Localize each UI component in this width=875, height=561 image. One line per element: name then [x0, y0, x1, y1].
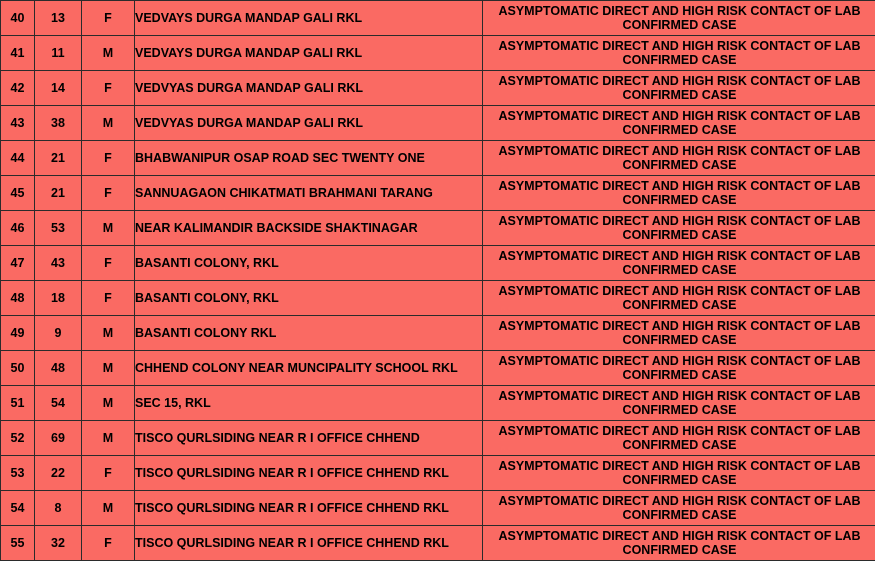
table-row — [1, 176, 875, 211]
cell-sex — [82, 1, 135, 36]
cell-serial-number — [1, 316, 35, 351]
cell-age-text: 38 — [51, 116, 65, 130]
cell-address — [135, 71, 483, 106]
cell-remarks-text: ASYMPTOMATIC DIRECT AND HIGH RISK CONTACT OF LAB CONFIRMED CASE — [498, 353, 861, 382]
cell-address — [135, 526, 483, 561]
cell-address-text: TISCO QURLSIDING NEAR R I OFFICE CHHEND RKL — [135, 501, 449, 515]
cell-address — [135, 106, 483, 141]
cell-sex-text: M — [102, 116, 114, 130]
cell-remarks — [483, 526, 875, 561]
cell-serial-number — [1, 1, 35, 36]
cell-address-text: TISCO QURLSIDING NEAR R I OFFICE CHHEND RKL — [135, 536, 449, 550]
cell-age-text: 14 — [51, 81, 65, 95]
cell-sex-text: F — [104, 11, 112, 25]
table-row — [1, 246, 875, 281]
cell-serial-number — [1, 71, 35, 106]
cell-remarks-text: ASYMPTOMATIC DIRECT AND HIGH RISK CONTACT OF LAB CONFIRMED CASE — [498, 318, 861, 347]
cell-address — [135, 386, 483, 421]
cell-sex — [82, 281, 135, 316]
cell-age — [35, 456, 82, 491]
cell-remarks-text: ASYMPTOMATIC DIRECT AND HIGH RISK CONTACT OF LAB CONFIRMED CASE — [498, 3, 861, 32]
cell-age — [35, 491, 82, 526]
cell-sex-text: M — [102, 361, 114, 375]
cell-serial-number-text: 53 — [10, 466, 25, 480]
cell-serial-number-text: 48 — [10, 291, 25, 305]
cell-remarks — [483, 141, 875, 176]
cell-serial-number-text: 51 — [10, 396, 25, 410]
cell-serial-number — [1, 386, 35, 421]
cell-sex — [82, 456, 135, 491]
cell-remarks-text: ASYMPTOMATIC DIRECT AND HIGH RISK CONTACT OF LAB CONFIRMED CASE — [498, 248, 861, 277]
cell-age-text: 11 — [51, 46, 65, 60]
table-row — [1, 526, 875, 561]
cell-age — [35, 316, 82, 351]
cell-remarks-text: ASYMPTOMATIC DIRECT AND HIGH RISK CONTACT OF LAB CONFIRMED CASE — [498, 283, 861, 312]
cell-sex-text: M — [102, 46, 114, 60]
cell-sex-text: F — [104, 256, 112, 270]
cell-remarks-text: ASYMPTOMATIC DIRECT AND HIGH RISK CONTACT OF LAB CONFIRMED CASE — [498, 458, 861, 487]
cell-serial-number-text: 40 — [10, 11, 25, 25]
cell-serial-number — [1, 281, 35, 316]
cell-address — [135, 246, 483, 281]
cell-address — [135, 456, 483, 491]
cell-remarks-text: ASYMPTOMATIC DIRECT AND HIGH RISK CONTACT OF LAB CONFIRMED CASE — [498, 108, 861, 137]
cell-sex — [82, 211, 135, 246]
cell-serial-number-text: 43 — [10, 116, 25, 130]
cell-serial-number — [1, 176, 35, 211]
cell-age — [35, 176, 82, 211]
cell-address — [135, 211, 483, 246]
cell-age-text: 43 — [51, 256, 65, 270]
table-row — [1, 281, 875, 316]
cell-remarks-text: ASYMPTOMATIC DIRECT AND HIGH RISK CONTACT OF LAB CONFIRMED CASE — [498, 143, 861, 172]
cell-age-text: 21 — [51, 151, 65, 165]
cell-address-text: VEDVAYS DURGA MANDAP GALI RKL — [135, 46, 363, 60]
cell-sex — [82, 106, 135, 141]
cell-remarks — [483, 386, 875, 421]
cell-serial-number-text: 52 — [10, 431, 25, 445]
cell-sex — [82, 526, 135, 561]
table-body — [1, 1, 875, 561]
table-row — [1, 421, 875, 456]
cell-address-text: VEDVYAS DURGA MANDAP GALI RKL — [135, 116, 364, 130]
cell-serial-number-text: 42 — [10, 81, 25, 95]
cell-remarks — [483, 351, 875, 386]
cell-address-text: BASANTI COLONY, RKL — [135, 256, 279, 270]
cell-serial-number — [1, 491, 35, 526]
cell-serial-number — [1, 246, 35, 281]
cell-remarks — [483, 456, 875, 491]
cell-address — [135, 316, 483, 351]
cell-serial-number — [1, 351, 35, 386]
cell-sex — [82, 246, 135, 281]
cell-serial-number — [1, 421, 35, 456]
cell-sex-text: M — [102, 396, 114, 410]
table-row — [1, 71, 875, 106]
cell-age-text: 8 — [54, 501, 62, 515]
cell-address-text: SEC 15, RKL — [135, 396, 211, 410]
cell-sex-text: M — [102, 326, 114, 340]
cell-address-text: NEAR KALIMANDIR BACKSIDE SHAKTINAGAR — [135, 221, 418, 235]
table-row — [1, 491, 875, 526]
cell-remarks-text: ASYMPTOMATIC DIRECT AND HIGH RISK CONTACT OF LAB CONFIRMED CASE — [498, 213, 861, 242]
cell-serial-number — [1, 141, 35, 176]
cell-sex — [82, 421, 135, 456]
cell-sex — [82, 36, 135, 71]
cell-address-text: VEDVAYS DURGA MANDAP GALI RKL — [135, 11, 363, 25]
cell-sex — [82, 316, 135, 351]
cell-serial-number — [1, 36, 35, 71]
cell-serial-number-text: 50 — [10, 361, 25, 375]
cell-serial-number — [1, 526, 35, 561]
cell-remarks — [483, 281, 875, 316]
cell-address-text: BHABWANIPUR OSAP ROAD SEC TWENTY ONE — [135, 151, 425, 165]
cell-sex — [82, 491, 135, 526]
cell-age — [35, 71, 82, 106]
cell-sex-text: F — [104, 81, 112, 95]
cell-age — [35, 211, 82, 246]
cell-remarks — [483, 36, 875, 71]
cell-sex — [82, 141, 135, 176]
cell-address-text: CHHEND COLONY NEAR MUNCIPALITY SCHOOL RKL — [135, 361, 458, 375]
cell-sex-text: F — [104, 536, 112, 550]
table-row — [1, 351, 875, 386]
cell-serial-number-text: 55 — [10, 536, 25, 550]
cell-age-text: 54 — [51, 396, 65, 410]
cell-remarks — [483, 421, 875, 456]
cell-address-text: TISCO QURLSIDING NEAR R I OFFICE CHHEND — [135, 431, 420, 445]
cell-remarks — [483, 211, 875, 246]
table-row — [1, 141, 875, 176]
cell-sex-text: M — [102, 221, 114, 235]
cell-serial-number-text: 44 — [10, 151, 25, 165]
cell-age-text: 18 — [51, 291, 65, 305]
cell-remarks — [483, 316, 875, 351]
cell-remarks-text: ASYMPTOMATIC DIRECT AND HIGH RISK CONTACT OF LAB CONFIRMED CASE — [498, 423, 861, 452]
cell-remarks — [483, 491, 875, 526]
cell-serial-number-text: 54 — [10, 501, 25, 515]
cell-remarks-text: ASYMPTOMATIC DIRECT AND HIGH RISK CONTACT OF LAB CONFIRMED CASE — [498, 528, 861, 557]
cell-sex-text: F — [104, 466, 112, 480]
cell-age-text: 69 — [51, 431, 65, 445]
cell-age-text: 9 — [54, 326, 62, 340]
cell-serial-number-text: 46 — [10, 221, 25, 235]
cell-remarks-text: ASYMPTOMATIC DIRECT AND HIGH RISK CONTACT OF LAB CONFIRMED CASE — [498, 73, 861, 102]
table-row — [1, 106, 875, 141]
table-row — [1, 1, 875, 36]
cell-address-text: SANNUAGAON CHIKATMATI BRAHMANI TARANG — [135, 186, 433, 200]
cell-sex-text: M — [102, 501, 114, 515]
cell-age-text: 53 — [51, 221, 65, 235]
cell-remarks — [483, 246, 875, 281]
cell-address — [135, 281, 483, 316]
cell-age-text: 48 — [51, 361, 65, 375]
cell-sex-text: F — [104, 186, 112, 200]
cell-address-text: BASANTI COLONY, RKL — [135, 291, 279, 305]
table-row — [1, 386, 875, 421]
cell-age — [35, 351, 82, 386]
cell-address-text: VEDVYAS DURGA MANDAP GALI RKL — [135, 81, 364, 95]
cell-age — [35, 281, 82, 316]
cell-serial-number — [1, 106, 35, 141]
cell-address — [135, 491, 483, 526]
table-row — [1, 316, 875, 351]
cell-remarks-text: ASYMPTOMATIC DIRECT AND HIGH RISK CONTACT OF LAB CONFIRMED CASE — [498, 388, 861, 417]
cell-serial-number — [1, 456, 35, 491]
cell-age — [35, 1, 82, 36]
cell-age — [35, 246, 82, 281]
cell-sex — [82, 386, 135, 421]
cell-age-text: 22 — [51, 466, 65, 480]
cell-sex — [82, 351, 135, 386]
cell-sex — [82, 71, 135, 106]
cell-serial-number — [1, 211, 35, 246]
cell-age — [35, 141, 82, 176]
cell-address — [135, 1, 483, 36]
cell-remarks — [483, 176, 875, 211]
cell-sex-text: F — [104, 151, 112, 165]
cell-sex-text: M — [102, 431, 114, 445]
cell-remarks — [483, 71, 875, 106]
cell-age — [35, 106, 82, 141]
cell-serial-number-text: 49 — [10, 326, 25, 340]
cell-age — [35, 386, 82, 421]
cell-remarks-text: ASYMPTOMATIC DIRECT AND HIGH RISK CONTACT OF LAB CONFIRMED CASE — [498, 493, 861, 522]
cell-address — [135, 351, 483, 386]
cell-remarks-text: ASYMPTOMATIC DIRECT AND HIGH RISK CONTACT OF LAB CONFIRMED CASE — [498, 38, 861, 67]
cell-address — [135, 421, 483, 456]
cell-age-text: 13 — [51, 11, 65, 25]
cell-address-text: TISCO QURLSIDING NEAR R I OFFICE CHHEND RKL — [135, 466, 449, 480]
table-row — [1, 36, 875, 71]
cell-age — [35, 36, 82, 71]
cell-age — [35, 526, 82, 561]
cell-serial-number-text: 41 — [10, 46, 25, 60]
cell-remarks — [483, 106, 875, 141]
cell-address-text: BASANTI COLONY RKL — [135, 326, 277, 340]
cell-sex — [82, 176, 135, 211]
cell-age — [35, 421, 82, 456]
cell-age-text: 32 — [51, 536, 65, 550]
table-row — [1, 211, 875, 246]
cell-serial-number-text: 45 — [10, 186, 25, 200]
cell-remarks — [483, 1, 875, 36]
cell-sex-text: F — [104, 291, 112, 305]
cell-address — [135, 36, 483, 71]
cell-address — [135, 141, 483, 176]
cell-age-text: 21 — [51, 186, 65, 200]
table-row — [1, 456, 875, 491]
cell-address — [135, 176, 483, 211]
cell-remarks-text: ASYMPTOMATIC DIRECT AND HIGH RISK CONTACT OF LAB CONFIRMED CASE — [498, 178, 861, 207]
cell-serial-number-text: 47 — [10, 256, 25, 270]
